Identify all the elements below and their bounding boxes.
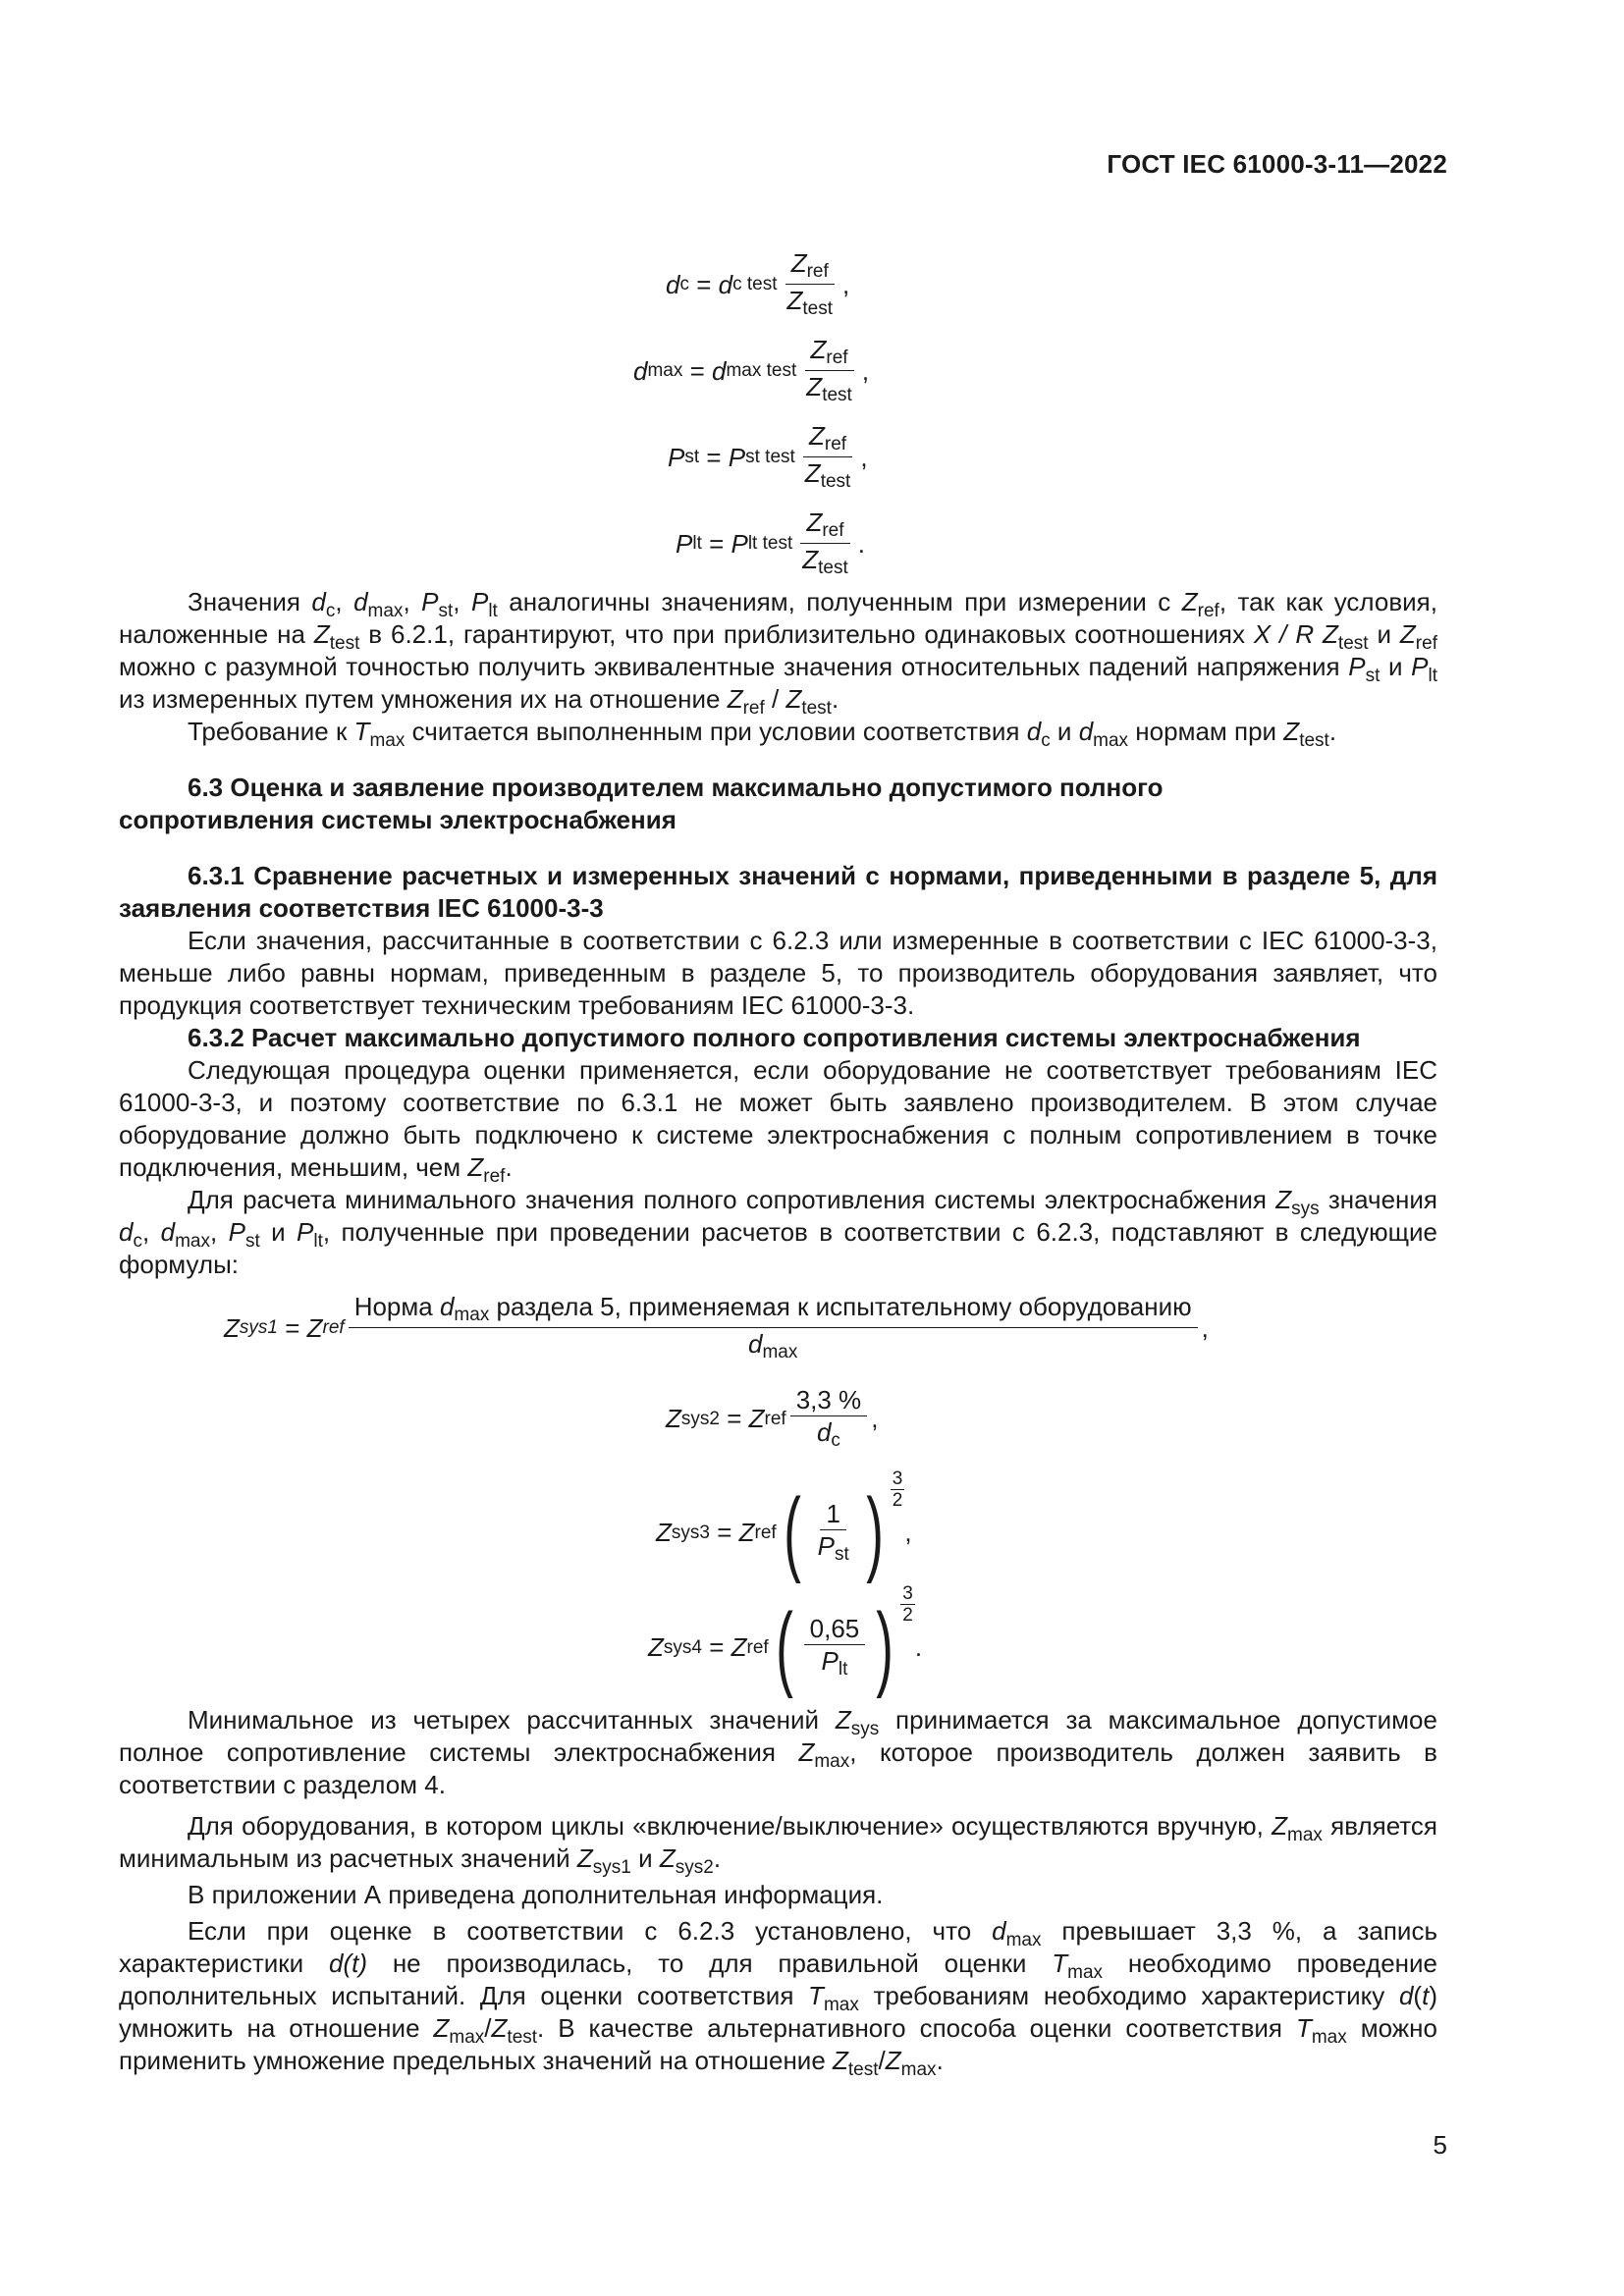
paragraph-manual-cycles: Для оборудования, в котором циклы «включение/выключение» осуществляются вручную, $Z_{max}$ является минимальным из расчетных значений $Z_{sys1}$ и $Z_{sys2}$. [119, 1811, 1437, 1878]
paragraph-min-zsys: Минимальное из четырех рассчитанных значений $Z_{sys}$ принимается за максимальное допустимое полное сопротивление системы электроснабжения $Z_{max}$, которое производитель должен заявить в соответствии с разделом 4. [119, 1705, 1437, 1799]
paragraph-6-3-1: Если значения, рассчитанные в соответствии с 6.2.3 или измеренные в соответствии с IEC 61000-3-3, меньше либо равны нормам, приведенным в разделе 5, то производитель оборудования заявляет, что продукция соответствует техническим требованиям IEC 61000-3-3. [119, 926, 1437, 1020]
paragraph-6-3-2-procedure: Следующая процедура оценки применяется, если оборудование не соответствует требованиям IEC 61000-3-3, и поэтому соответствие по 6.3.1 не может быть заявлено производителем. В этом случае оборудование должно быть подключено к системе электроснабжения с полным сопротивлением в точке подключения, меньшим, чем $Z_{ref}$. [119, 1055, 1437, 1187]
heading-6-3-1: 6.3.1 Сравнение расчетных и измеренных значений с нормами, приведенными в разделе 5, для заявления соответствия IEC 61000-3-3 [119, 861, 1437, 923]
formula-zsys2: Z sys2 = Z ref $\frac{3,3 \%}{d_c}$ , [666, 1385, 879, 1451]
formula-dmax: d max = d max test $\frac{Z_{ref}}{Z_{test}}$ , [633, 335, 870, 405]
formula-zsys1: Z sys1 = Z ref Норма $d_{max}$ раздела 5, применяемая к испытательному оборудованию $d_{max}$ , [224, 1292, 1209, 1362]
paragraph-tmax-requirement: Требование к $T_{max}$ считается выполненным при условии соответствия $d_c$ и $d_{max}$ нормам при $Z_{test}$. [188, 717, 1337, 751]
formula-plt: P lt = P lt test $\frac{Z_{ref}}{Z_{test}}$ . [676, 507, 865, 578]
heading-6-3-2: 6.3.2 Расчет максимально допустимого полного сопротивления системы электроснабжения [188, 1023, 1361, 1052]
document-header: ГОСТ IEC 61000-3-11—2022 [1107, 149, 1447, 179]
body-block-2 [119, 1704, 1438, 2080]
paragraph-annex-a: В приложении А приведена дополнительная информация. [188, 1880, 884, 1909]
paragraph-6-3-2-calc: Для расчета минимального значения полного сопротивления системы электроснабжения $Z_{sys}$ значения $d_c$, $d_{max}$, $P_{st}$ и $P_{lt}$, полученные при проведении расчетов в соответствии с 6.2.3, подставляют в следующие формулы: [119, 1185, 1437, 1279]
formula-pst: P st = P st test $\frac{Z_{ref}}{Z_{test}}$ , [668, 421, 868, 492]
heading-6-3: 6.3 Оценка и заявление производителем максимально допустимого полного сопротивления системы электроснабжения [119, 773, 1164, 834]
paragraph-dt-evaluation: Если при оценке в соответствии с 6.2.3 установлено, что $d_{max}$ превышает 3,3 %, а запись характеристики d(t) не производилась, то для правильной оценки $T_{max}$ необходимо проведение дополнительных испытаний. Для оценки соответствия $T_{max}$ требованиям необходимо характеристику d(t) умножить на отношение $Z_{max}/Z_{test}$. В качестве альтернативного способа оценки соответствия $T_{max}$ можно применить умножение предельных значений на отношение $Z_{test}/Z_{max}$. [119, 1916, 1438, 2080]
body-block-1 [119, 586, 1437, 1281]
paragraph-values: Значения $d_c$, $d_{max}$, $P_{st}$, $P_{lt}$ аналогичны значениям, полученным при измерении с $Z_{ref}$, так как условия, наложенные на $Z_{test}$ в 6.2.1, гарантируют, что при приблизительно одинаковых соотношениях X / R $Z_{test}$ и $Z_{ref}$ можно с разумной точностью получить эквивалентные значения относительных падений напряжения $P_{st}$ и $P_{lt}$ из измеренных путем умножения их на отношение $Z_{ref} / Z_{test}$. [119, 587, 1437, 719]
formula-zsys3: Z sys3 = Z ref ( $\frac{1}{P_{st}}$ ) 3 2 , [656, 1468, 912, 1584]
page-number: 5 [1433, 2130, 1447, 2160]
formula-zsys4: Z sys4 = Z ref ( $\frac{0,65}{P_{lt}}$ ) 3 2 . [648, 1583, 923, 1699]
formula-dc: d c = d c test $\frac{Z_{ref}}{Z_{test}}$ , [666, 248, 850, 319]
